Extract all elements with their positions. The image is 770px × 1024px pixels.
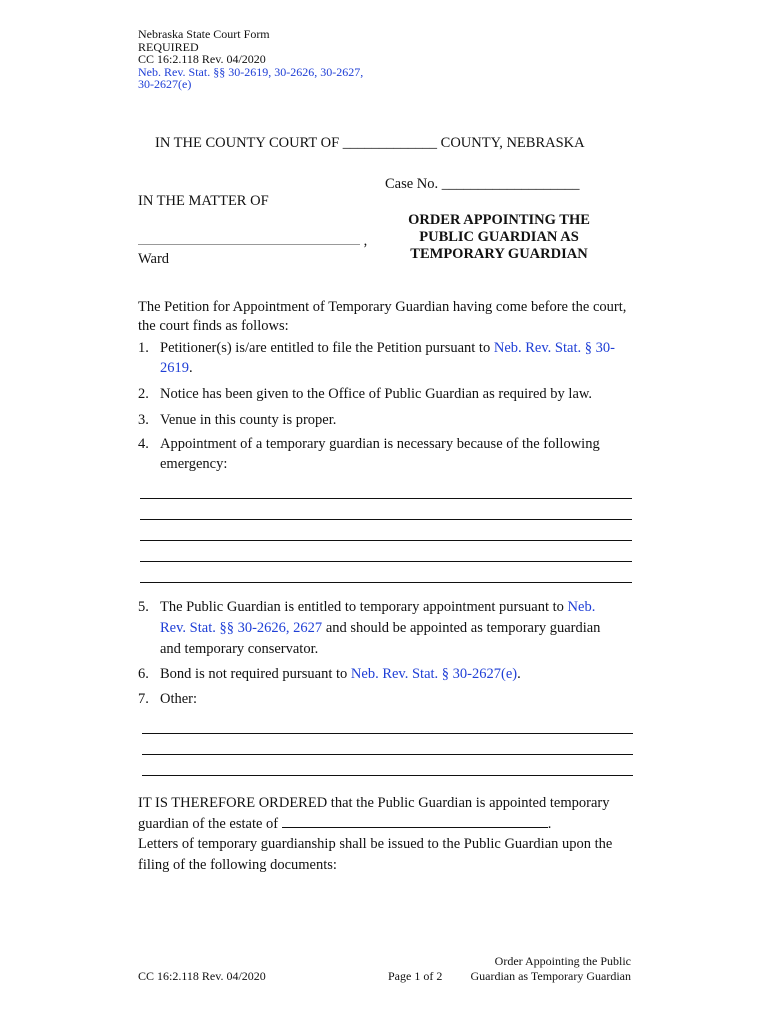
emergency-line-2[interactable] [140,519,632,520]
item-text: Petitioner(s) is/are entitled to file the Petition pursuant to [160,340,494,356]
statute-link[interactable]: Neb. Rev. Stat. § 30-2619 [160,340,615,376]
item-number: 7. [138,691,149,707]
other-line-2[interactable] [142,754,633,755]
other-line-3[interactable] [142,775,633,776]
court-caption: IN THE COUNTY COURT OF _____________ COUNTY, NEBRASKA [155,135,585,151]
statute-link[interactable]: Neb. Rev. Stat. §§ 30-2619, 30-2626, 30-2627, [138,64,364,79]
case-number-field[interactable]: Case No. ___________________ [385,176,580,192]
emergency-line-1[interactable] [140,498,632,499]
finding-item-6: 6. Bond is not required pursuant to Neb. Rev. Stat. § 30-2627(e). [138,666,521,682]
title-line-2: PUBLIC GUARDIAN AS [419,229,579,245]
item-text: Bond is not required pursuant to [160,666,351,682]
emergency-line-3[interactable] [140,540,632,541]
footer-page-number: Page 1 of 2 [388,969,443,983]
item-number: 3. [138,412,149,428]
ward-comma: , [363,233,368,249]
letters-text: Letters of temporary guardianship shall be issued to the Public Guardian upon the filing of the following documents: [138,836,613,873]
finding-item-3 [138,410,618,430]
order-text: IT IS THEREFORE ORDERED that the Public Guardian is appointed temporary guardian of the estate of [138,795,610,832]
item-number: 2. [138,386,149,402]
order-paragraph: IT IS THEREFORE ORDERED that the Public Guardian is appointed temporary guardian of the estate of . Letters of temporary guardianship shall be issued to the Public Guardian upon the filing of the following documents: [138,793,638,875]
title-line-3: TEMPORARY GUARDIAN [410,246,588,262]
form-header-required: REQUIRED [138,39,199,54]
form-header-number: CC 16:2.118 Rev. 04/2020 [138,52,266,66]
item-text: Other: [160,691,198,707]
finding-item-5: 5. The Public Guardian is entitled to temporary appointment pursuant to Neb. Rev. Stat. §§ 30-2626, 2627 and should be appointed as temporary guardian and temporary conservator. [138,599,601,657]
intro-paragraph: The Petition for Appointment of Temporary Guardian having come before the court, the court finds as follows: [138,299,627,334]
matter-label: IN THE MATTER OF [138,193,269,209]
statute-link-cont[interactable]: 30-2627(e) [138,77,192,91]
footer-form-number: CC 16:2.118 Rev. 04/2020 [138,969,266,983]
item-text: Appointment of a temporary guardian is necessary because of the following emergency: [160,436,600,472]
ward-name-field[interactable] [138,232,367,250]
finding-item-4 [138,434,618,474]
finding-item-1: 1. Petitioner(s) is/are entitled to file the Petition pursuant to Neb. Rev. Stat. § 30-2619. [138,340,615,376]
ward-name-underline[interactable] [138,232,360,245]
other-line-1[interactable] [142,733,633,734]
form-header-state: Nebraska State Court Form [138,27,270,41]
ward-label: Ward [138,251,170,267]
item-number: 6. [138,666,149,682]
item-text: Venue in this county is proper. [160,412,337,428]
item-number: 4. [138,436,149,452]
estate-name-field[interactable] [282,815,548,828]
footer-document-title: Order Appointing the Public Guardian as Temporary Guardian [470,954,631,983]
item-text: The Public Guardian is entitled to temporary appointment pursuant to [160,599,568,615]
item-number: 5. [138,599,149,615]
form-header [138,28,363,91]
document-title [388,212,610,263]
emergency-line-5[interactable] [140,582,632,583]
title-line-1: ORDER APPOINTING THE [408,212,590,228]
item-text: Notice has been given to the Office of Public Guardian as required by law. [160,386,593,402]
emergency-line-4[interactable] [140,561,632,562]
finding-item-7 [138,689,618,709]
item-number: 1. [138,340,149,356]
finding-item-2 [138,384,618,404]
statute-link[interactable]: Neb. Rev. Stat. § 30-2627(e) [350,666,518,682]
statute-link[interactable]: Neb. Rev. Stat. §§ 30-2626, 2627 [160,599,596,636]
